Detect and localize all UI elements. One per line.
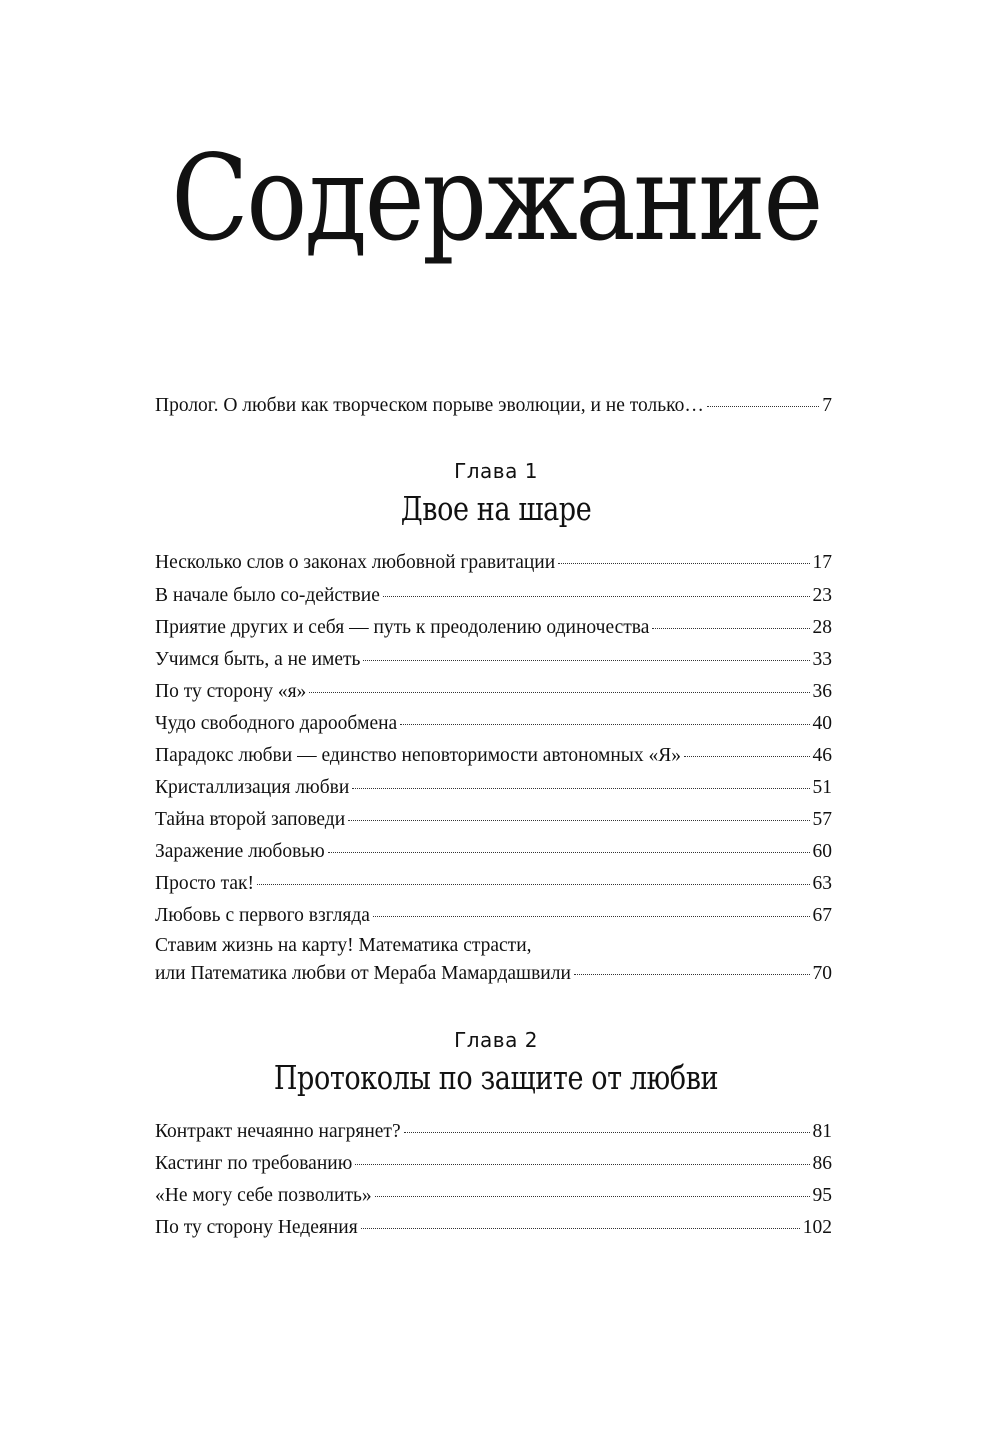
toc-entry-text: «Не могу себе позволить»	[155, 1185, 372, 1206]
toc-entry-page: 51	[812, 777, 832, 798]
toc-entry-page: 70	[812, 963, 832, 984]
toc-entry[interactable]	[155, 1184, 832, 1208]
toc-entry-page: 40	[812, 713, 832, 734]
toc-entry[interactable]	[155, 776, 832, 800]
toc-entry-page: 86	[812, 1153, 832, 1174]
toc-entry-text: Просто так!	[155, 873, 254, 894]
toc-entry-text: Учимся быть, а не иметь	[155, 649, 361, 670]
leader-dots	[404, 1132, 810, 1133]
chapter-2-title: Протоколы по защите от любви	[273, 1058, 719, 1097]
leader-dots	[375, 1196, 810, 1197]
toc-entry[interactable]	[155, 1120, 832, 1144]
leader-dots	[355, 1164, 809, 1165]
leader-dots	[383, 596, 810, 597]
toc-entry-text: Кастинг по требованию	[155, 1153, 353, 1174]
leader-dots	[400, 724, 809, 725]
toc-entry-page: 36	[812, 681, 832, 702]
toc-entry-text: Кристаллизация любви	[155, 777, 350, 798]
toc-entry-text: Контракт нечаянно нагрянет?	[155, 1121, 401, 1142]
leader-dots	[558, 563, 809, 564]
leader-dots	[373, 916, 810, 917]
toc-entry-prologue[interactable]	[155, 394, 832, 418]
toc-entry[interactable]	[155, 840, 832, 864]
toc-entry-text: По ту сторону «я»	[155, 681, 307, 702]
toc-entry[interactable]	[155, 551, 832, 575]
toc-entry-text: Пролог. О любви как творческом порыве эволюции, и не только…	[155, 395, 704, 416]
toc-entry-text: Несколько слов о законах любовной гравитации	[155, 552, 556, 573]
toc-entry-two-line[interactable]	[155, 932, 832, 988]
toc-entry-text-continued: или Патематика любви от Мераба Мамардашвили	[155, 963, 571, 984]
toc-entry[interactable]	[155, 584, 832, 608]
toc-entry-text: По ту сторону Недеяния	[155, 1217, 358, 1238]
leader-dots	[352, 788, 809, 789]
toc-entry-page: 102	[802, 1217, 832, 1238]
leader-dots	[363, 660, 809, 661]
toc-entry-page: 17	[812, 552, 832, 573]
toc-entry[interactable]	[155, 1152, 832, 1176]
toc-entry-text: Парадокс любви — единство неповторимости автономных «Я»	[155, 745, 681, 766]
toc-entry[interactable]	[155, 872, 832, 896]
leader-dots	[328, 852, 810, 853]
leader-dots	[684, 756, 810, 757]
toc-entry-page: 63	[812, 873, 832, 894]
toc-entry-page: 57	[812, 809, 832, 830]
toc-entry-text: Тайна второй заповеди	[155, 809, 346, 830]
toc-entry-page: 7	[822, 395, 832, 416]
page-title: Содержание	[171, 129, 821, 267]
toc-entry[interactable]	[155, 808, 832, 832]
toc-entry-page: 28	[812, 617, 832, 638]
chapter-1-label: Глава 1	[454, 459, 538, 483]
toc-entry[interactable]	[155, 744, 832, 768]
toc-entry-text: Ставим жизнь на карту! Математика страсти,	[155, 935, 532, 956]
toc-entry-page: 33	[812, 649, 832, 670]
toc-entry-text: Любовь с первого взгляда	[155, 905, 370, 926]
toc-entry[interactable]	[155, 1216, 832, 1240]
chapter-1-title: Двое на шаре	[400, 489, 592, 528]
toc-entry-page: 67	[812, 905, 832, 926]
leader-dots	[309, 692, 809, 693]
toc-entry[interactable]	[155, 680, 832, 704]
toc-entry[interactable]	[155, 904, 832, 928]
toc-entry-page: 95	[812, 1185, 832, 1206]
leader-dots	[574, 974, 810, 975]
toc-entry[interactable]	[155, 648, 832, 672]
toc-entry-page: 60	[812, 841, 832, 862]
toc-entry-page: 46	[812, 745, 832, 766]
toc-entry-text: В начале было со-действие	[155, 585, 380, 606]
leader-dots	[348, 820, 809, 821]
leader-dots	[257, 884, 810, 885]
toc-entry[interactable]	[155, 712, 832, 736]
toc-entry-page: 23	[812, 585, 832, 606]
toc-entry-page: 81	[812, 1121, 832, 1142]
toc-entry[interactable]	[155, 616, 832, 640]
toc-entry-text: Чудо свободного дарообмена	[155, 713, 398, 734]
toc-entry-text: Приятие других и себя — путь к преодолению одиночества	[155, 617, 650, 638]
toc-entry-text: Заражение любовью	[155, 841, 325, 862]
leader-dots	[361, 1228, 800, 1229]
leader-dots	[652, 628, 809, 629]
leader-dots	[707, 406, 819, 407]
chapter-2-label: Глава 2	[454, 1028, 538, 1052]
